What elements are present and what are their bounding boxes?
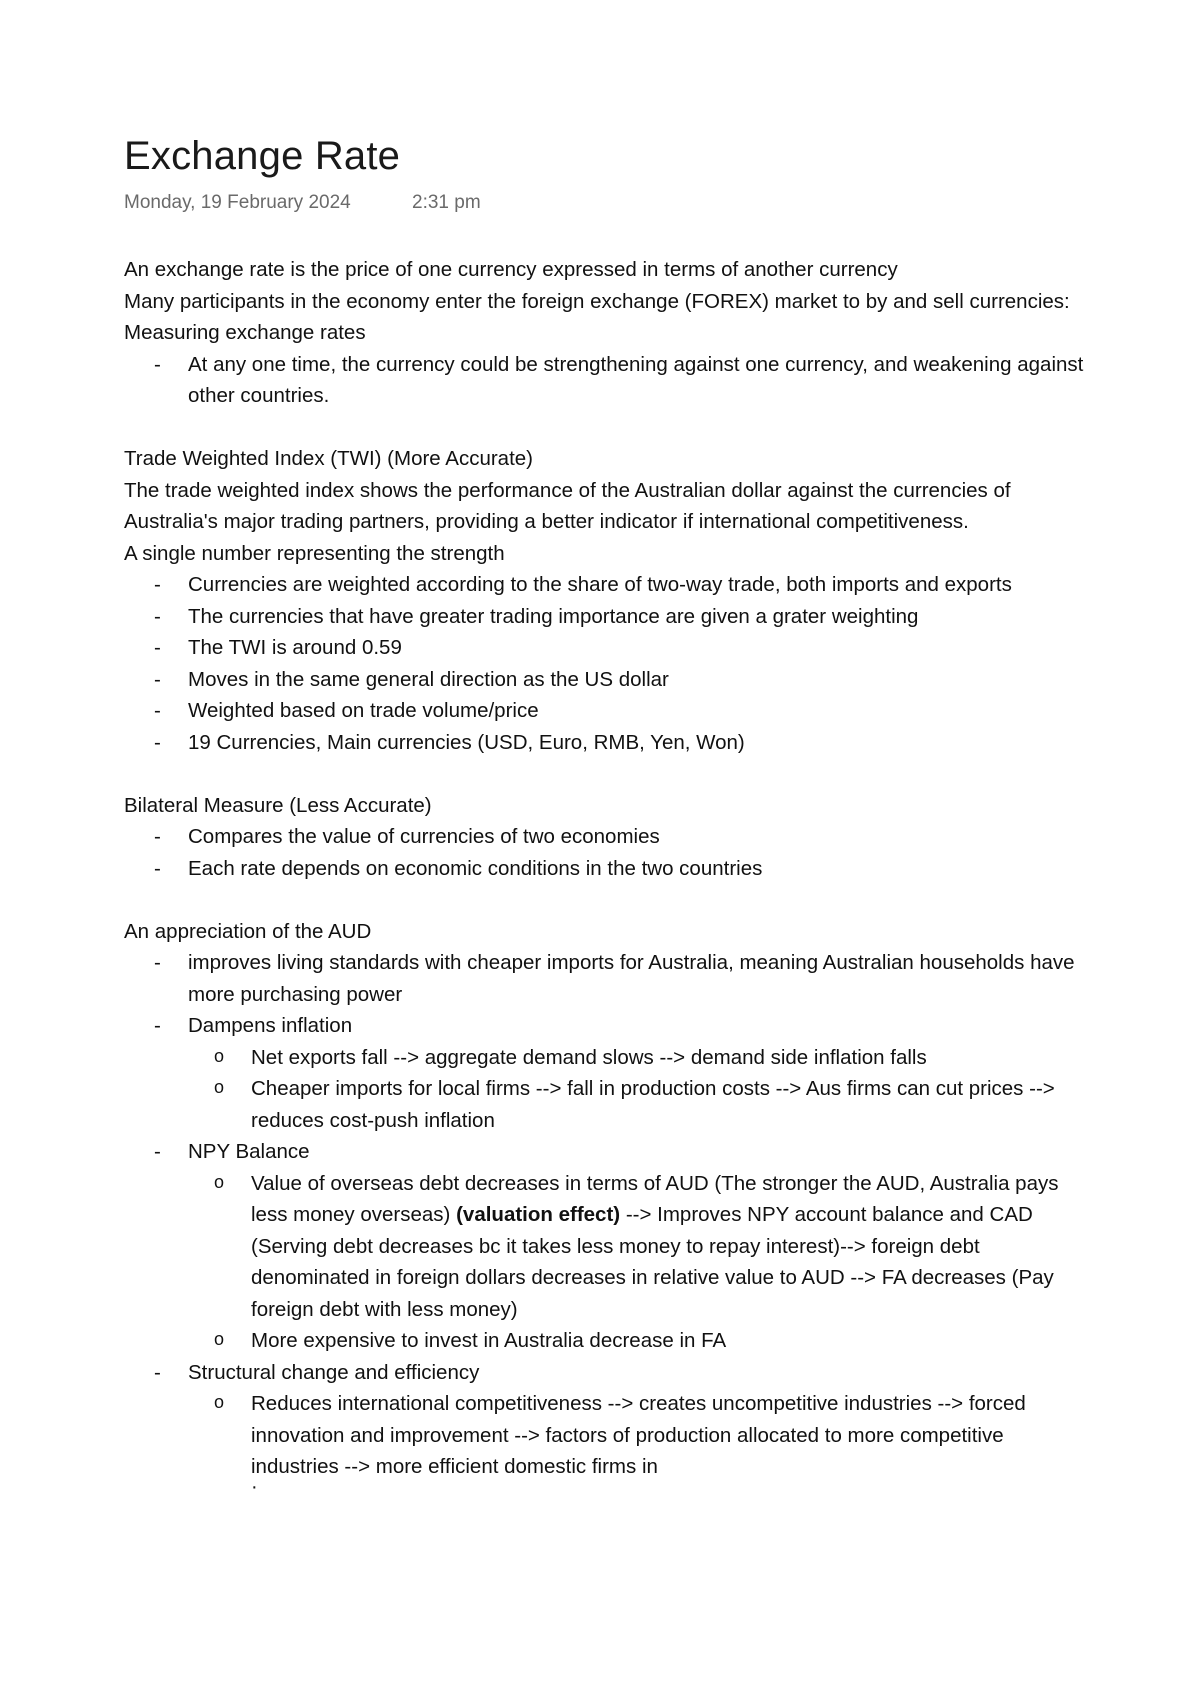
sub-bullet-item: o Cheaper imports for local firms --> fall in production costs --> Aus firms can cut prices --> reduces cost-push inflation [124, 1073, 1084, 1136]
section-heading-aud: An appreciation of the AUD [124, 919, 372, 943]
bullet-item: - NPY Balance [124, 1136, 1084, 1168]
bullet-item: - At any one time, the currency could be strengthening against one currency, and weakening against other countries. [124, 349, 1084, 412]
bullet-item: - Currencies are weighted according to the share of two-way trade, both imports and exports [124, 569, 1084, 601]
note-content [124, 132, 1084, 1499]
bullet-item: - Each rate depends on economic conditions in the two countries [124, 853, 1084, 885]
section-heading-bilateral: Bilateral Measure (Less Accurate) [124, 793, 432, 817]
paragraph: An exchange rate is the price of one currency expressed in terms of another currency [124, 258, 898, 281]
bullet-item: - Compares the value of currencies of two economies [124, 821, 1084, 853]
note-body [124, 254, 1084, 1499]
note-time: 2:31 pm [412, 192, 481, 213]
note-metadata [124, 192, 1084, 218]
sub-bullet-item [124, 1168, 1084, 1326]
bullet-item: - 19 Currencies, Main currencies (USD, Euro, RMB, Yen, Won) [124, 727, 1084, 759]
bullet-item: - improves living standards with cheaper imports for Australia, meaning Australian households have more purchasing power [124, 947, 1084, 1010]
paragraph: A single number representing the strength [124, 541, 505, 565]
section-heading-twi: Trade Weighted Index (TWI) (More Accurate) [124, 447, 533, 470]
sub-bullet-item: o Reduces international competitiveness --> creates uncompetitive industries --> forced innovation and improvement --> factors of production allocated to more competitive industries --> more efficient domestic firms in [124, 1388, 1084, 1483]
bold-text-run: (valuation effect) [456, 1203, 621, 1226]
bullet-item: - Weighted based on trade volume/price [124, 695, 1084, 727]
paragraph: The trade weighted index shows the performance of the Australian dollar against the currencies of Australia's major trading partners, providing a better indicator if international competitiveness. [124, 478, 1011, 533]
note-date: Monday, 19 February 2024 [124, 192, 351, 213]
text-run: --> Improves NPY account balance and CAD (Serving debt decreases bc it takes less money to repay interest)--> foreign debt denominated in foreign dollars decreases in relative value to AUD --> FA decreases (Pay foreign debt with less money) [251, 1203, 1054, 1321]
page-title: Exchange Rate [124, 134, 401, 178]
bullet-item: - Dampens inflation [124, 1010, 1084, 1042]
paragraph: Many participants in the economy enter the foreign exchange (FOREX) market to by and sell currencies: [124, 289, 1070, 313]
paragraph: Measuring exchange rates [124, 321, 366, 344]
bullet-item: - Moves in the same general direction as the US dollar [124, 664, 1084, 696]
text-run: Value of overseas debt decreases in terms of AUD (The stronger the AUD, Australia pays less money overseas) [251, 1171, 1059, 1226]
bullet-item: - The TWI is around 0.59 [124, 632, 1084, 664]
sub-bullet-item: o More expensive to invest in Australia decrease in FA [124, 1325, 1084, 1357]
cut-off-line: · [251, 1482, 258, 1498]
bullet-item: - The currencies that have greater trading importance are given a grater weighting [124, 601, 1084, 633]
bullet-item: - Structural change and efficiency [124, 1357, 1084, 1389]
sub-bullet-item: o Net exports fall --> aggregate demand slows --> demand side inflation falls [124, 1042, 1084, 1074]
